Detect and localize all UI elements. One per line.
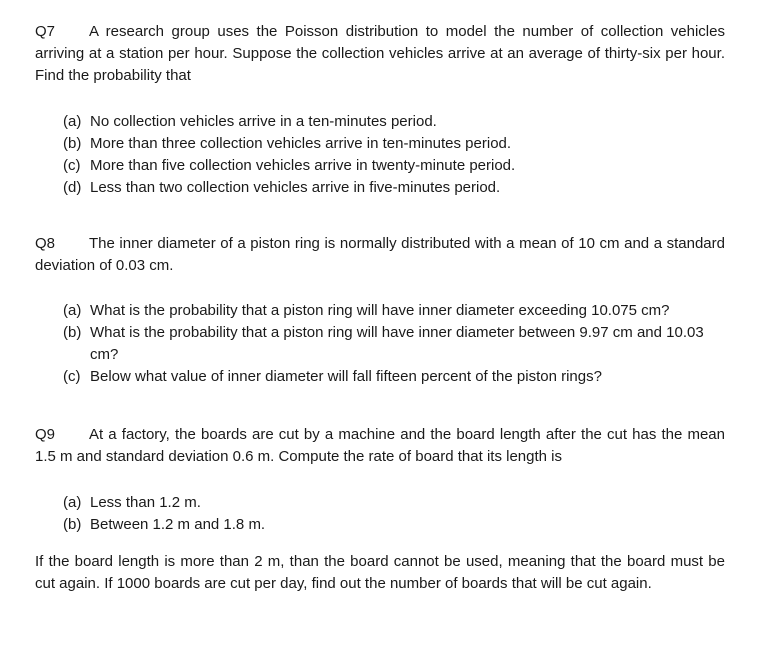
part-item bbox=[63, 155, 725, 177]
part-label: (a) bbox=[63, 494, 82, 511]
part-text: What is the probability that a piston ring will have inner diameter between 9.97 cm and 10.03 cm? bbox=[90, 324, 704, 363]
question-8 bbox=[35, 233, 725, 388]
question-number: Q8 bbox=[35, 235, 56, 252]
part-label: (b) bbox=[63, 516, 82, 533]
part-text: Below what value of inner diameter will fall fifteen percent of the piston rings? bbox=[90, 368, 602, 385]
question-note: If the board length is more than 2 m, than the board cannot be used, meaning that the board must be cut again. If 1000 boards are cut per day, find out the number of boards that will be cut again. bbox=[35, 553, 725, 592]
question-parts bbox=[35, 111, 725, 199]
part-label: (a) bbox=[63, 302, 82, 319]
part-item bbox=[63, 177, 725, 199]
part-item bbox=[63, 133, 725, 155]
question-number: Q9 bbox=[35, 426, 56, 443]
part-text: More than five collection vehicles arrive in twenty-minute period. bbox=[90, 157, 516, 174]
question-stem bbox=[35, 424, 725, 468]
part-label: (a) bbox=[63, 113, 82, 130]
question-text: A research group uses the Poisson distribution to model the number of collection vehicles arriving at a station per hour. Suppose the collection vehicles arrive at an average of thirty-six per hour. Find the probability that bbox=[35, 23, 725, 84]
part-item bbox=[63, 111, 725, 133]
part-label: (c) bbox=[63, 157, 81, 174]
question-parts bbox=[35, 492, 725, 536]
part-text: Less than 1.2 m. bbox=[90, 494, 201, 511]
part-text: Less than two collection vehicles arrive in five-minutes period. bbox=[90, 179, 501, 196]
part-item bbox=[63, 322, 725, 366]
part-text: No collection vehicles arrive in a ten-minutes period. bbox=[90, 113, 437, 130]
part-text: What is the probability that a piston ring will have inner diameter exceeding 10.075 cm? bbox=[90, 302, 670, 319]
part-text: Between 1.2 m and 1.8 m. bbox=[90, 516, 266, 533]
question-stem bbox=[35, 21, 725, 87]
question-text: The inner diameter of a piston ring is normally distributed with a mean of 10 cm and a standard deviation of 0.03 cm. bbox=[35, 235, 725, 274]
part-item bbox=[63, 366, 725, 388]
part-label: (c) bbox=[63, 368, 81, 385]
question-number: Q7 bbox=[35, 23, 56, 40]
part-item bbox=[63, 514, 725, 536]
question-stem bbox=[35, 233, 725, 277]
part-item bbox=[63, 300, 725, 322]
part-item bbox=[63, 492, 725, 514]
question-parts bbox=[35, 300, 725, 388]
question-text: At a factory, the boards are cut by a machine and the board length after the cut has the mean 1.5 m and standard deviation 0.6 m. Compute the rate of board that its length is bbox=[35, 426, 725, 465]
part-label: (b) bbox=[63, 324, 82, 341]
part-label: (b) bbox=[63, 135, 82, 152]
question-9 bbox=[35, 424, 725, 595]
question-7 bbox=[35, 21, 725, 199]
part-text: More than three collection vehicles arrive in ten-minutes period. bbox=[90, 135, 512, 152]
part-label: (d) bbox=[63, 179, 82, 196]
